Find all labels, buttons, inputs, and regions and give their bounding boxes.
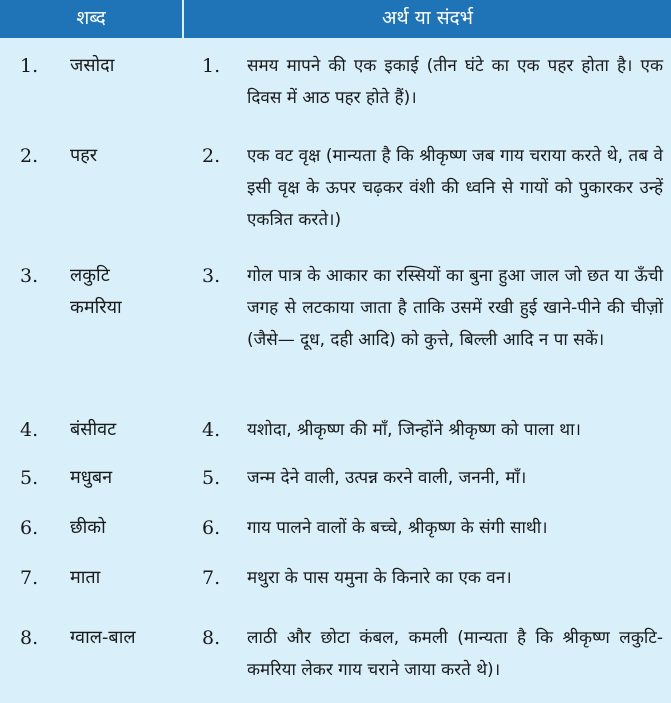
word-number: 3. xyxy=(20,265,39,287)
word-term: छीको xyxy=(70,517,106,538)
column-header-meaning: अर्थ या संदर्भ xyxy=(382,7,473,29)
word-meaning: लाठी और छोटा कंबल, कमली (मान्यता है कि श्रीकृष्ण लकुटि-कमरिया लेकर गाय चराने जाया करते थे)। xyxy=(247,628,663,680)
word-term: पहर xyxy=(70,145,98,166)
meaning-number: 2. xyxy=(202,145,221,167)
word-number: 8. xyxy=(20,627,39,649)
word-meaning: जन्म देने वाली, उत्पन्न करने वाली, जननी, माँ। xyxy=(247,468,527,488)
word-number: 5. xyxy=(20,467,39,489)
meaning-number: 3. xyxy=(202,265,221,287)
meaning-number: 4. xyxy=(202,419,221,441)
word-term: बंसीवट xyxy=(70,419,117,440)
word-meaning: एक वट वृक्ष (मान्यता है कि श्रीकृष्ण जब गाय चराया करते थे, तब वे इसी वृक्ष के ऊपर चढ़कर वंशी की ध्वनि से गायों को पुकारकर उन्हें एकत्रित करते।) xyxy=(247,146,663,230)
meaning-number: 8. xyxy=(202,627,221,649)
word-term: ग्वाल-बाल xyxy=(70,627,136,648)
word-term: लकुटि कमरिया xyxy=(70,265,122,318)
meaning-number: 1. xyxy=(202,55,221,77)
word-meaning: गाय पालने वालों के बच्चे, श्रीकृष्ण के संगी साथी। xyxy=(247,518,548,538)
word-number: 1. xyxy=(20,55,39,77)
word-term: माता xyxy=(70,567,101,588)
word-number: 4. xyxy=(20,419,39,441)
word-meaning: समय मापने की एक इकाई (तीन घंटे का एक पहर होता है। एक दिवस में आठ पहर होते हैं)। xyxy=(247,56,663,108)
word-number: 7. xyxy=(20,567,39,589)
word-meaning: मथुरा के पास यमुना के किनारे का एक वन। xyxy=(247,568,512,588)
meaning-number: 7. xyxy=(202,567,221,589)
meaning-number: 5. xyxy=(202,467,221,489)
word-number: 2. xyxy=(20,145,39,167)
word-meaning: यशोदा, श्रीकृष्ण की माँ, जिन्होंने श्रीकृष्ण को पाला था। xyxy=(247,420,581,440)
table-header xyxy=(0,0,671,38)
word-term: जसोदा xyxy=(70,55,115,76)
word-number: 6. xyxy=(20,517,39,539)
word-term: मधुबन xyxy=(70,467,113,488)
word-meaning: गोल पात्र के आकार का रस्सियों का बुना हुआ जाल जो छत या ऊँची जगह से लटकाया जाता है ताकि उसमें रखी हुई खाने-पीने की चीज़ों (जैसे— दूध, दही आदि) को कुत्ते, बिल्ली आदि न पा सकें। xyxy=(247,266,663,350)
column-header-word: शब्द xyxy=(76,7,106,29)
meaning-number: 6. xyxy=(202,517,221,539)
